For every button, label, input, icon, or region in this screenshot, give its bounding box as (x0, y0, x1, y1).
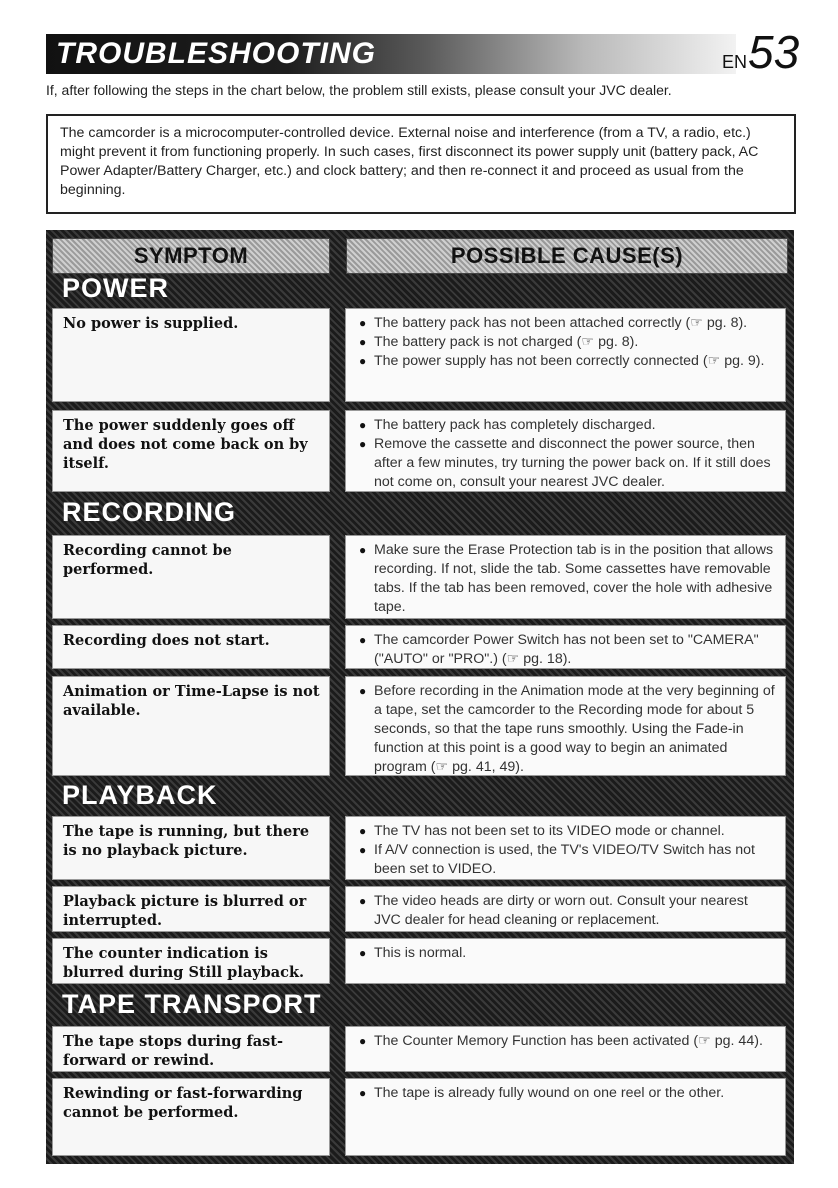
language-code: EN (722, 52, 748, 72)
bullet-icon: ● (359, 684, 367, 698)
bullet-icon: ● (359, 843, 367, 857)
cause-cell (345, 938, 786, 984)
bullet-icon: ● (359, 894, 367, 908)
cause-cell (345, 535, 786, 619)
symptom-cell: Rewinding or fast-forwarding cannot be performed. (52, 1078, 330, 1156)
cause-item: ● This is normal. (359, 945, 467, 961)
cause-item: ● The battery pack has not been attached correctly (☞ pg. 8). (359, 315, 748, 331)
bullet-icon: ● (359, 946, 367, 960)
symptom-cell: No power is supplied. (52, 308, 330, 402)
bullet-icon: ● (359, 1086, 367, 1100)
symptom-cell: Recording cannot be performed. (52, 535, 330, 619)
symptom-cell: Recording does not start. (52, 625, 330, 669)
cause-cell (345, 625, 786, 669)
cause-cell (345, 676, 786, 776)
bullet-icon: ● (359, 437, 367, 451)
page-number: 53 (748, 26, 800, 78)
symptom-cell: The power suddenly goes off and does not come back on by itself. (52, 410, 330, 492)
section-recording-title: RECORDING (62, 497, 237, 527)
symptom-column-header: SYMPTOM (52, 238, 330, 274)
cause-cell (345, 1026, 786, 1072)
section-power-title: POWER (62, 273, 170, 303)
bullet-icon: ● (359, 354, 367, 368)
intro-text: If, after following the steps in the chart below, the problem still exists, please consult your JVC dealer. (46, 82, 672, 98)
bullet-icon: ● (359, 335, 367, 349)
bullet-icon: ● (359, 824, 367, 838)
symptom-cell: Playback picture is blurred or interrupted. (52, 886, 330, 932)
cause-item: ● The power supply has not been correctly connected (☞ pg. 9). (359, 353, 765, 369)
symptom-cell: The tape is running, but there is no playback picture. (52, 816, 330, 880)
bullet-icon: ● (359, 1034, 367, 1048)
bullet-icon: ● (359, 633, 367, 647)
symptom-cell: Animation or Time-Lapse is not available. (52, 676, 330, 776)
cause-cell (345, 816, 786, 880)
cause-item: ● The TV has not been set to its VIDEO mode or channel. (359, 823, 725, 839)
section-tape-transport-title: TAPE TRANSPORT (62, 989, 322, 1019)
bullet-icon: ● (359, 316, 367, 330)
cause-cell (345, 410, 786, 492)
cause-cell (345, 308, 786, 402)
bullet-icon: ● (359, 543, 367, 557)
cause-item: ● The battery pack is not charged (☞ pg. 8). (359, 334, 639, 350)
cause-item: ● Make sure the Erase Protection tab is in the position that allows recording. If not, slide the tab. Some cassettes have removable tabs. If the tab has been removed, cover the hole with adhesive tape. (359, 542, 774, 615)
cause-item: ● Remove the cassette and disconnect the power source, then after a few minutes, try turning the power back on. If it still does not come on, consult your nearest JVC dealer. (359, 436, 771, 490)
cause-item: ● The Counter Memory Function has been activated (☞ pg. 44). (359, 1033, 763, 1049)
cause-item: ● The video heads are dirty or worn out. Consult your nearest JVC dealer for head cleaning or replacement. (359, 893, 748, 928)
cause-item: ● If A/V connection is used, the TV's VIDEO/TV Switch has not been set to VIDEO. (359, 842, 755, 877)
cause-cell (345, 886, 786, 932)
cause-item: ● The camcorder Power Switch has not been set to "CAMERA" ("AUTO" or "PRO".) (☞ pg. 18). (359, 632, 759, 667)
page-title: TROUBLESHOOTING (56, 37, 376, 70)
cause-column-header: POSSIBLE CAUSE(S) (346, 238, 788, 274)
section-playback-title: PLAYBACK (62, 780, 218, 810)
symptom-cell: The tape stops during fast-forward or rewind. (52, 1026, 330, 1072)
cause-item: ● The battery pack has completely discharged. (359, 417, 656, 433)
notice-box: The camcorder is a microcomputer-controlled device. External noise and interference (from a TV, a radio, etc.) might prevent it from functioning properly. In such cases, first disconnect its power supply unit (battery pack, AC Power Adapter/Battery Charger, etc.) and clock battery; and then re-connect it and proceed as usual from the beginning. (46, 114, 796, 214)
cause-item: ● Before recording in the Animation mode at the very beginning of a tape, set the camcorder to the Recording mode for about 5 seconds, so that the tape runs smoothly. Using the Fade-in function at this point is a good way to begin an animated program (☞ pg. 41, 49). (359, 683, 775, 775)
cause-cell (345, 1078, 786, 1156)
bullet-icon: ● (359, 418, 367, 432)
symptom-cell: The counter indication is blurred during Still playback. (52, 938, 330, 984)
cause-item: ● The tape is already fully wound on one reel or the other. (359, 1085, 725, 1101)
